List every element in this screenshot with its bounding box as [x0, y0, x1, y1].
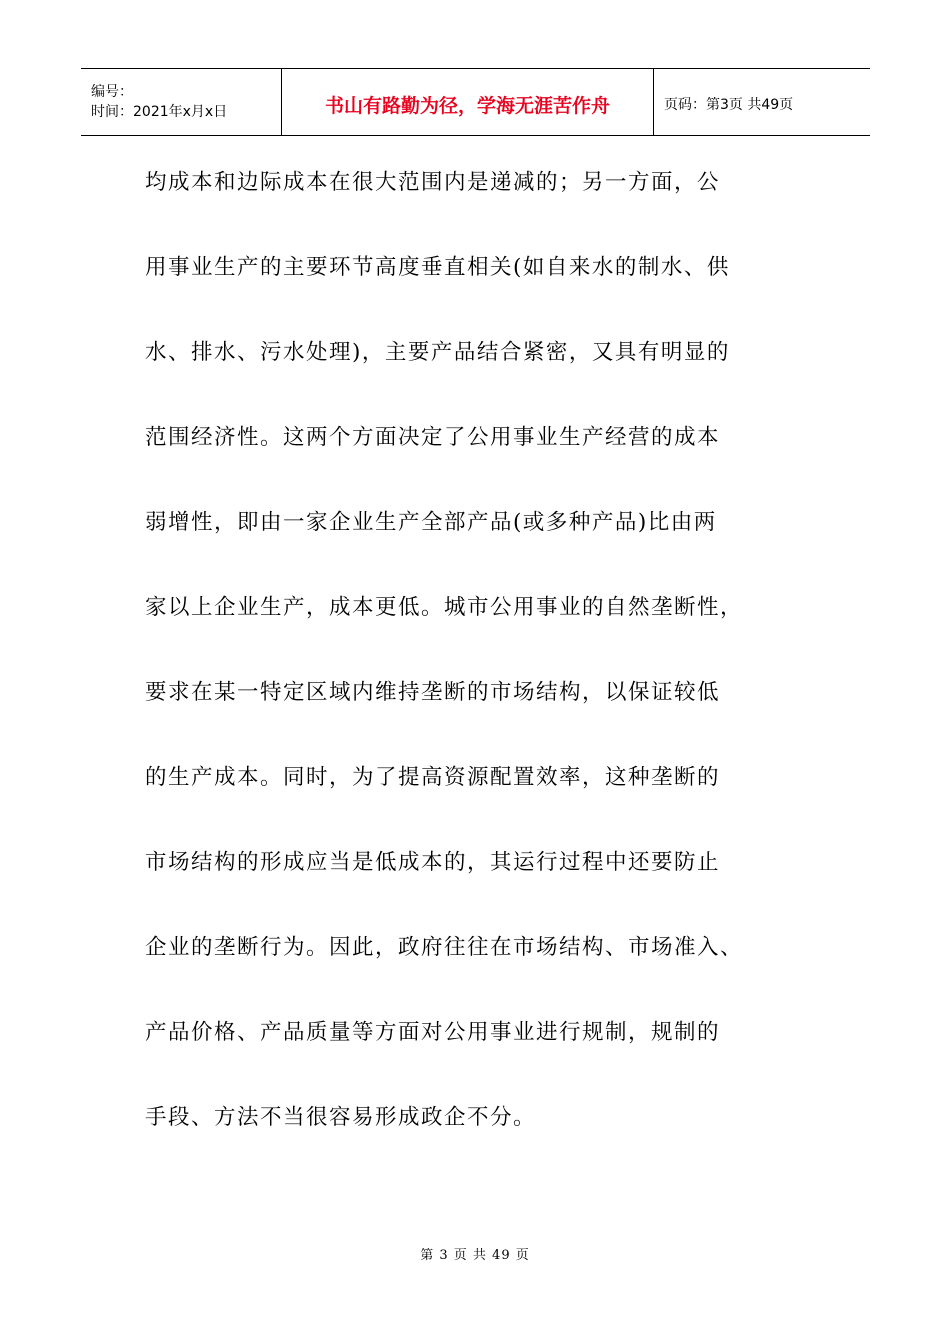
- date-label: 时间：2021年x月x日: [91, 104, 228, 120]
- paragraph-line: 用事业生产的主要环节高度垂直相关(如自来水的制水、供: [145, 255, 730, 280]
- page-header: [81, 68, 870, 136]
- paragraph-line: 弱增性，即由一家企业生产全部产品(或多种产品)比由两: [145, 510, 717, 535]
- serial-number-label: 编号：: [91, 84, 133, 100]
- paragraph-line: 手段、方法不当很容易形成政企不分。: [145, 1105, 537, 1130]
- body-text: [145, 160, 805, 1180]
- paragraph-line: 产品价格、产品质量等方面对公用事业进行规制，规制的: [145, 1020, 721, 1045]
- page-footer: 第 3 页 共 49 页: [420, 1248, 530, 1263]
- paragraph-line: 范围经济性。这两个方面决定了公用事业生产经营的成本: [145, 425, 721, 450]
- paragraph-line: 家以上企业生产，成本更低。城市公用事业的自然垄断性，: [145, 595, 744, 620]
- paragraph-line: 市场结构的形成应当是低成本的，其运行过程中还要防止: [145, 850, 721, 875]
- header-page-code: 页码：第3页 共49页: [664, 97, 794, 113]
- paragraph-line: 均成本和边际成本在很大范围内是递减的；另一方面，公: [145, 170, 721, 195]
- header-motto: 书山有路勤为径，学海无涯苦作舟: [324, 94, 610, 117]
- header-motto-cell: [282, 69, 654, 135]
- paragraph-line: 要求在某一特定区域内维持垄断的市场结构，以保证较低: [145, 680, 721, 705]
- header-page-cell: [654, 69, 870, 135]
- paragraph-line: 的生产成本。同时，为了提高资源配置效率，这种垄断的: [145, 765, 721, 790]
- paragraph-line: 水、排水、污水处理)，主要产品结合紧密，又具有明显的: [145, 340, 730, 365]
- paragraph-line: 企业的垄断行为。因此，政府往往在市场结构、市场准入、: [145, 935, 744, 960]
- header-meta: [81, 69, 282, 135]
